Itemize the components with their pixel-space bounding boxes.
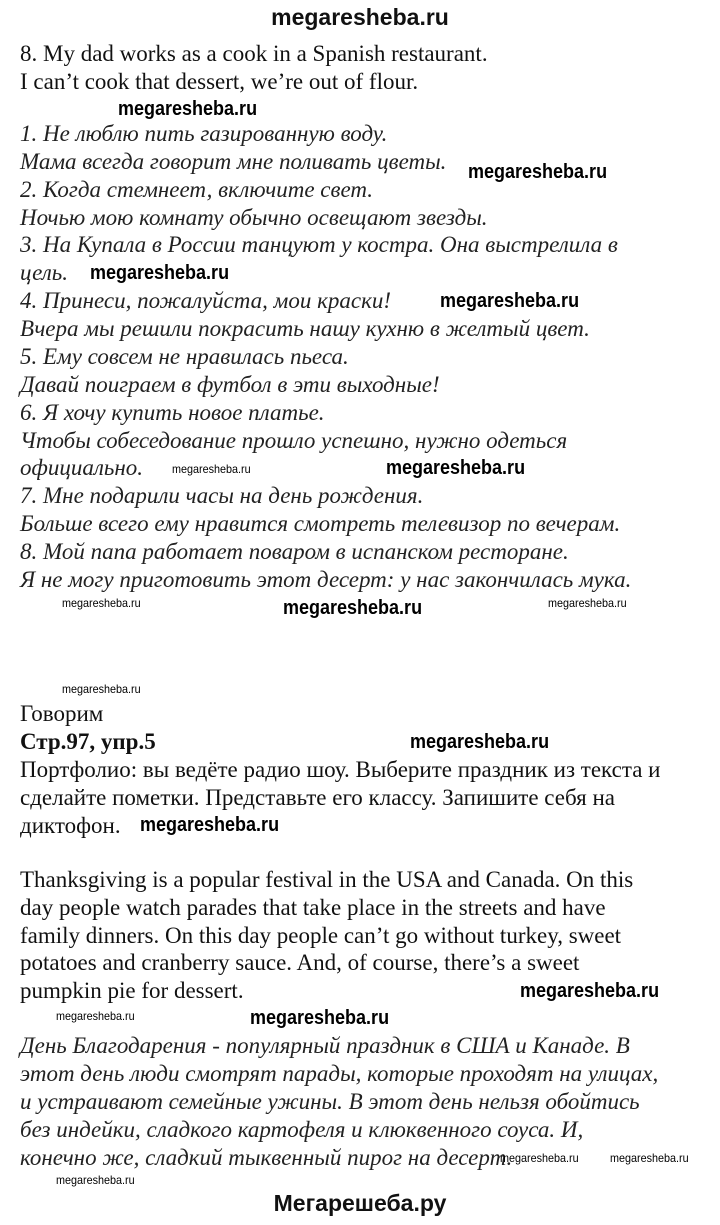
watermark: megaresheba.ru xyxy=(500,1151,579,1165)
text-line: 7. Мне подарили часы на день рождения. xyxy=(20,483,424,508)
text-line: Больше всего ему нравится смотреть телевизор по вечерам. xyxy=(20,511,621,536)
watermark: megaresheba.ru xyxy=(440,290,580,312)
text-line: 8. My dad works as a cook in a Spanish restaurant. xyxy=(20,41,488,66)
watermark: megaresheba.ru xyxy=(62,682,141,696)
section-title: Говорим xyxy=(20,701,104,726)
answer-line: pumpkin pie for dessert. xyxy=(20,978,244,1003)
answer-line: potatoes and cranberry sauce. And, of course, there’s a sweet xyxy=(20,950,580,975)
watermark: megaresheba.ru xyxy=(386,457,526,479)
text-line: Я не могу приготовить этот десерт: у нас закончилась мука. xyxy=(20,567,632,592)
answer-line: day people watch parades that take place in the streets and have xyxy=(20,895,606,920)
text-line: Давай поиграем в футбол в эти выходные! xyxy=(20,372,440,397)
watermark: megaresheba.ru xyxy=(410,731,550,753)
task-line: диктофон. xyxy=(20,813,121,838)
watermark: megaresheba.ru xyxy=(520,980,660,1002)
text-line: официально. xyxy=(20,455,143,480)
watermark: megaresheba.ru xyxy=(62,596,141,610)
text-line: 5. Ему совсем не нравилась пьеса. xyxy=(20,344,349,369)
text-line: 8. Мой папа работает поваром в испанском ресторане. xyxy=(20,539,569,564)
task-line: сделайте пометки. Представьте его классу. Запишите себя на xyxy=(20,785,615,810)
answer-line-ru: День Благодарения - популярный праздник в США и Канаде. В xyxy=(20,1033,630,1058)
text-line: 6. Я хочу купить новое платье. xyxy=(20,400,325,425)
watermark: megaresheba.ru xyxy=(548,596,627,610)
text-line: I can’t cook that dessert, we’re out of flour. xyxy=(20,69,419,94)
watermark: megaresheba.ru xyxy=(90,262,230,284)
task-line: Портфолио: вы ведёте радио шоу. Выберите праздник из текста и xyxy=(20,757,661,782)
watermark: megaresheba.ru xyxy=(172,462,251,476)
answer-line-ru: этот день люди смотрят парады, которые проходят на улицах, xyxy=(20,1061,659,1086)
text-line: Ночью мою комнату обычно освещают звезды. xyxy=(20,205,488,230)
text-line: 4. Принеси, пожалуйста, мои краски! xyxy=(20,288,391,313)
answer-line-ru: и устраивают семейные ужины. В этот день нельзя обойтись xyxy=(20,1089,640,1114)
answer-line: family dinners. On this day people can’t go without turkey, sweet xyxy=(20,923,622,948)
text-line: Чтобы собеседование прошло успешно, нужно одеться xyxy=(20,428,568,453)
watermark: megaresheba.ru xyxy=(250,1007,390,1029)
text-line: 1. Не люблю пить газированную воду. xyxy=(20,121,388,146)
site-footer: Мегарешеба.ру xyxy=(273,1190,447,1216)
answer-line: Thanksgiving is a popular festival in the USA and Canada. On this xyxy=(20,867,634,892)
answer-line-ru: без индейки, сладкого картофеля и клюквенного соуса. И, xyxy=(20,1117,584,1142)
exercise-heading: Стр.97, упр.5 xyxy=(20,729,156,754)
watermark: megaresheba.ru xyxy=(56,1173,135,1187)
site-header: megaresheba.ru xyxy=(271,4,449,30)
text-line: 2. Когда стемнеет, включите свет. xyxy=(20,177,374,202)
text-line: цель. xyxy=(20,260,68,285)
watermark: megaresheba.ru xyxy=(468,161,608,183)
watermark: megaresheba.ru xyxy=(283,597,423,619)
text-line: 3. На Купала в России танцуют у костра. Она выстрелила в xyxy=(20,232,618,257)
watermark: megaresheba.ru xyxy=(140,814,280,836)
text-line: Вчера мы решили покрасить нашу кухню в желтый цвет. xyxy=(20,316,590,341)
answer-line-ru: конечно же, сладкий тыквенный пирог на десерт. xyxy=(20,1145,513,1170)
watermark: megaresheba.ru xyxy=(118,98,258,120)
watermark: megaresheba.ru xyxy=(610,1151,689,1165)
text-line: Мама всегда говорит мне поливать цветы. xyxy=(20,149,447,174)
watermark: megaresheba.ru xyxy=(56,1009,135,1023)
